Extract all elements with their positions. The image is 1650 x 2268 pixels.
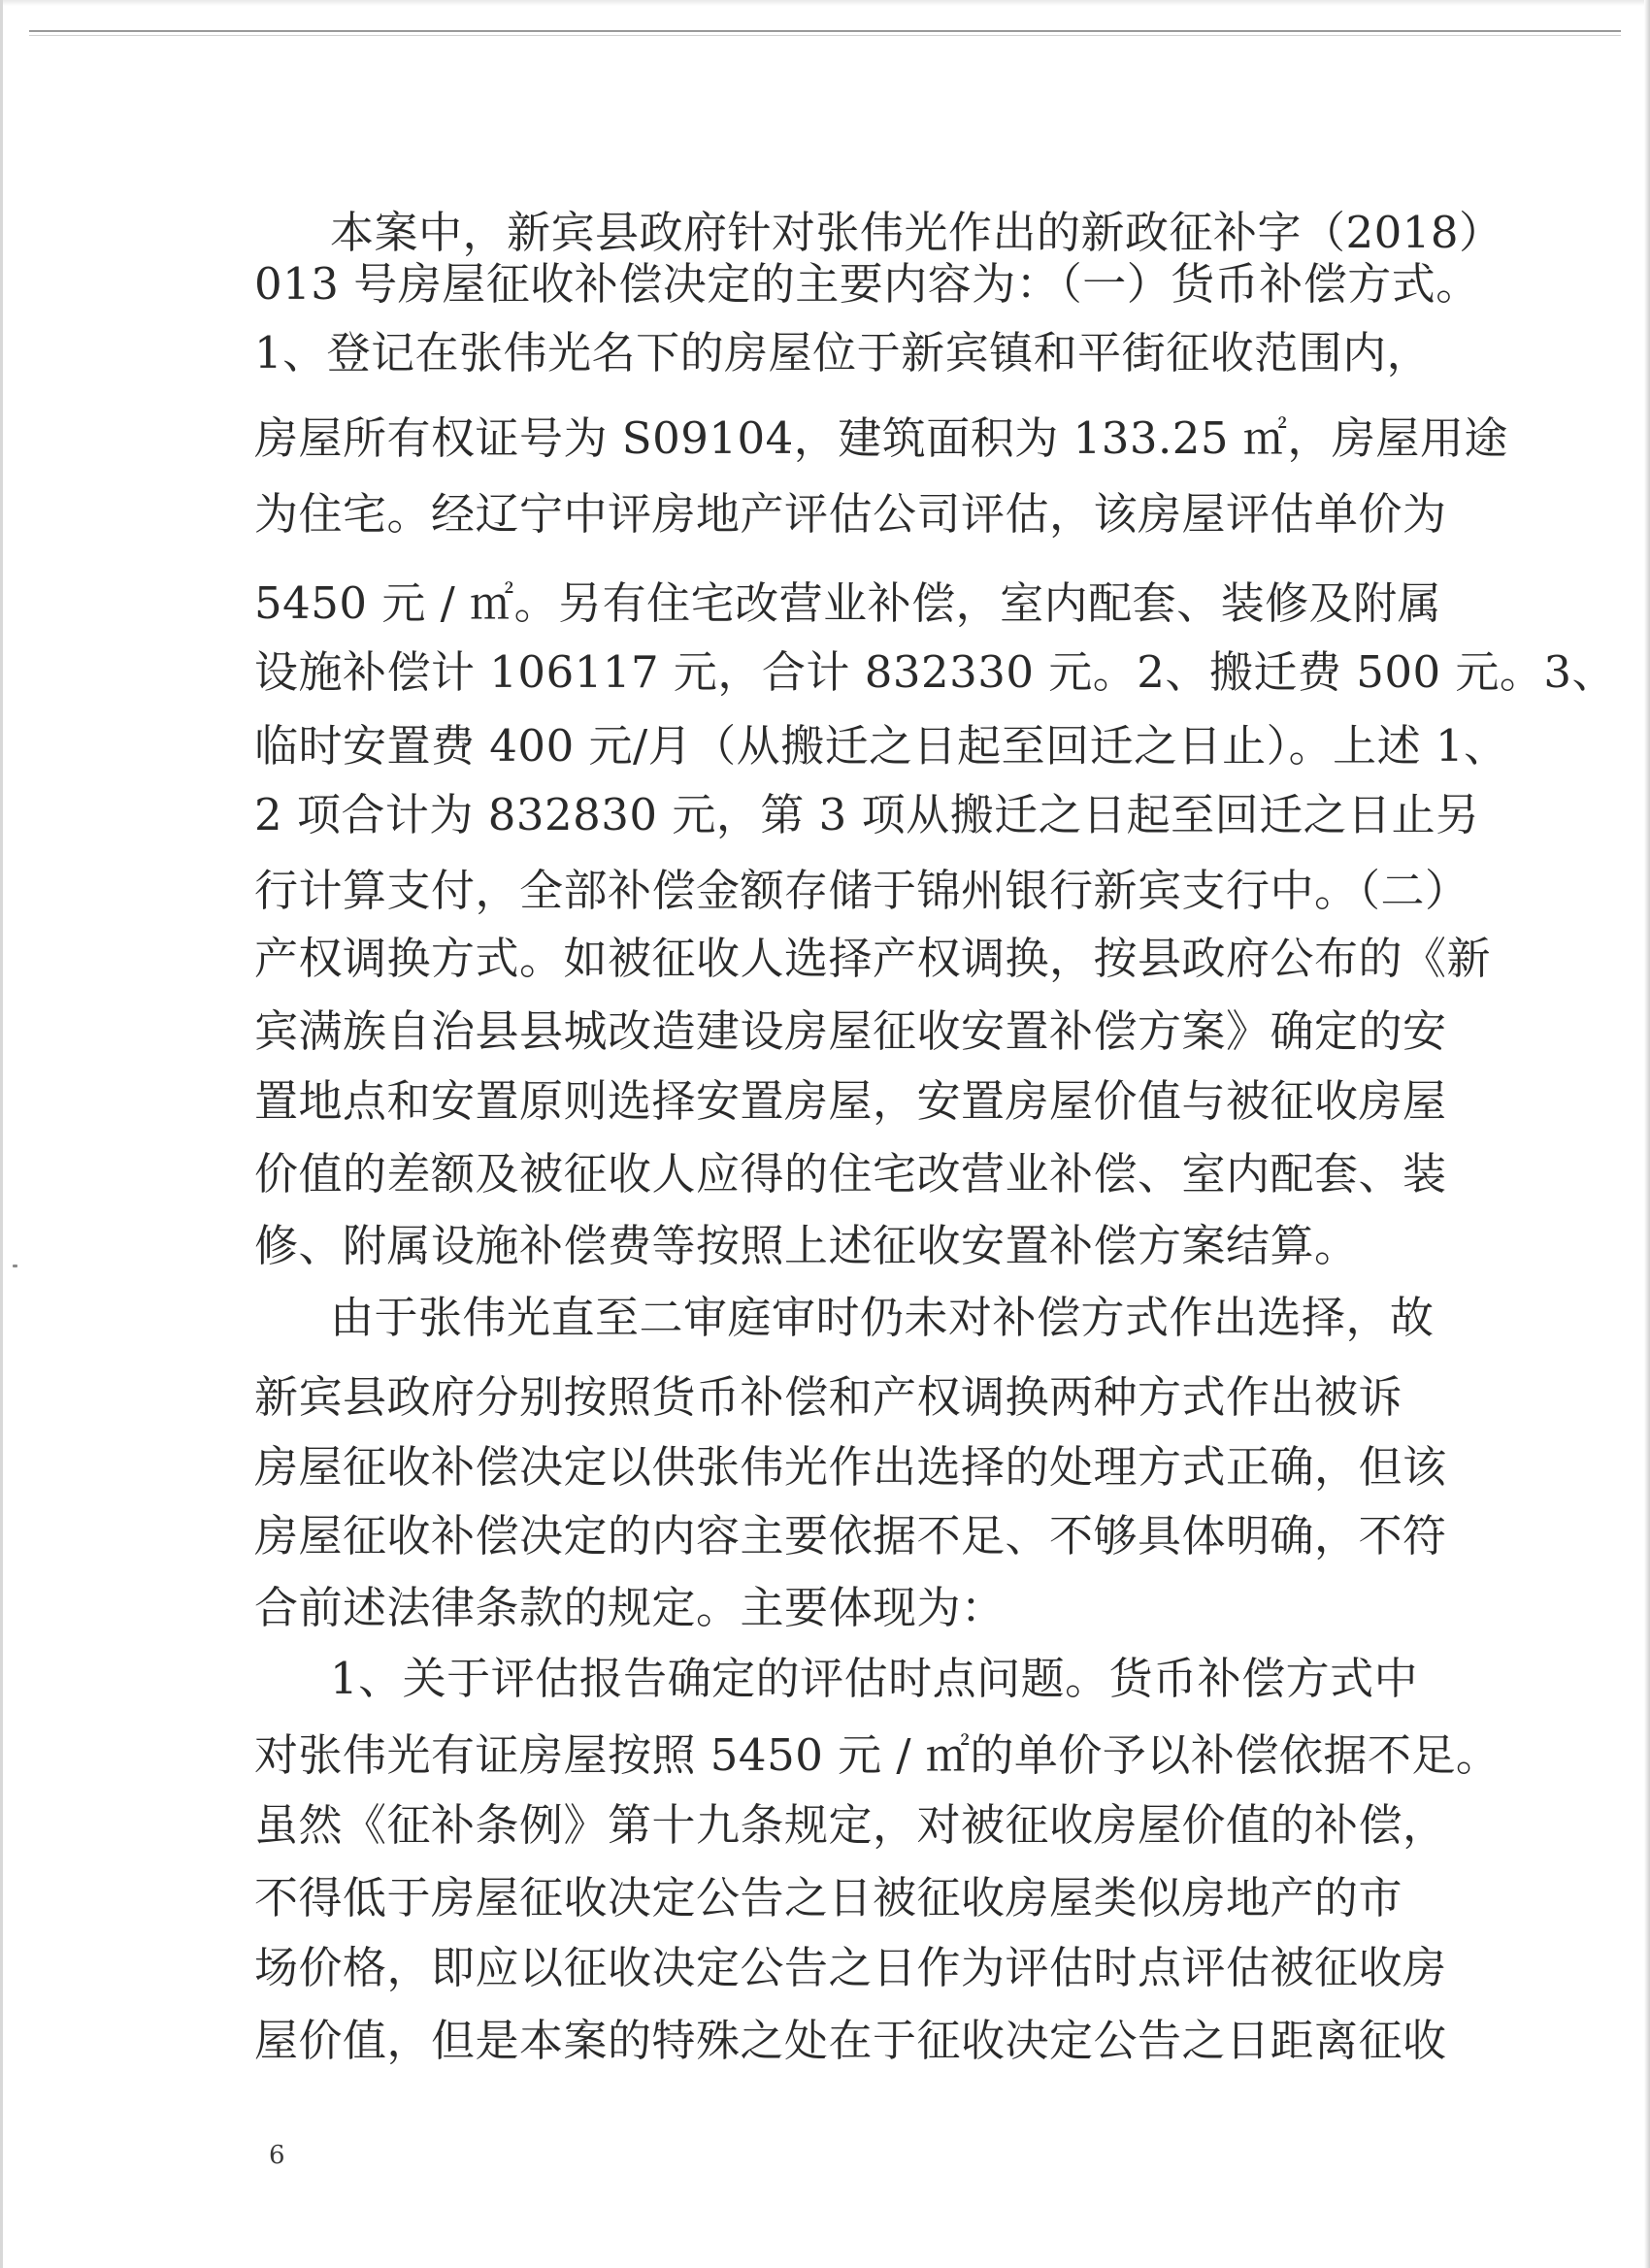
text-line: 对张伟光有证房屋按照 5450 元 / ㎡的单价予以补偿依据不足。 (254, 1729, 1501, 1781)
text-line: 房屋征收补偿决定以供张伟光作出选择的处理方式正确，但该 (254, 1441, 1447, 1493)
text-line: 1、关于评估报告确定的评估时点问题。货币补偿方式中 (330, 1653, 1419, 1704)
text-line: 场价格，即应以征收决定公告之日作为评估时点评估被征收房 (254, 1942, 1447, 1993)
text-line: 由于张伟光直至二审庭审时仍未对补偿方式作出选择，故 (330, 1292, 1435, 1343)
text-line: 房屋征收补偿决定的内容主要依据不足、不够具体明确，不符 (254, 1510, 1447, 1561)
text-line: 合前述法律条款的规定。主要体现为： (254, 1582, 1006, 1633)
text-line: 2 项合计为 832830 元，第 3 项从搬迁之日起至回迁之日止另 (254, 789, 1480, 840)
scan-speck (13, 1265, 17, 1267)
scan-right-edge (1644, 0, 1650, 2268)
scan-left-edge (0, 0, 3, 2268)
text-line: 房屋所有权证号为 S09104，建筑面积为 133.25 ㎡，房屋用途 (254, 412, 1508, 464)
text-line: 1、登记在张伟光名下的房屋位于新宾镇和平街征收范围内， (254, 327, 1432, 378)
text-line: 临时安置费 400 元/月（从搬迁之日起至回迁之日止）。上述 1、 (254, 720, 1508, 772)
scan-top-edge (0, 0, 1650, 6)
page-number: 6 (269, 2141, 285, 2170)
text-line: 本案中，新宾县政府针对张伟光作出的新政征补字（2018） (330, 207, 1503, 258)
text-line: 宾满族自治县县城改造建设房屋征收安置补偿方案》确定的安 (254, 1005, 1447, 1057)
text-line: 5450 元 / ㎡。另有住宅改营业补偿，室内配套、装修及附属 (254, 577, 1442, 629)
text-line: 新宾县政府分别按照货币补偿和产权调换两种方式作出被诉 (254, 1371, 1403, 1423)
text-line: 修、附属设施补偿费等按照上述征收安置补偿方案结算。 (254, 1220, 1359, 1271)
text-line: 价值的差额及被征收人应得的住宅改营业补偿、室内配套、装 (254, 1148, 1447, 1200)
text-line: 虽然《征补条例》第十九条规定，对被征收房屋价值的补偿， (254, 1799, 1447, 1851)
top-rule-shadow (29, 35, 1621, 36)
text-line: 设施补偿计 106117 元，合计 832330 元。2、搬迁费 500 元。3、 (254, 646, 1617, 698)
text-line: 置地点和安置原则选择安置房屋，安置房屋价值与被征收房屋 (254, 1075, 1447, 1127)
text-line: 不得低于房屋征收决定公告之日被征收房屋类似房地产的市 (254, 1872, 1403, 1923)
text-line: 为住宅。经辽宁中评房地产评估公司评估，该房屋评估单价为 (254, 488, 1447, 540)
text-line: 013 号房屋征收补偿决定的主要内容为：（一）货币补偿方式。 (254, 258, 1480, 310)
text-line: 行计算支付，全部补偿金额存储于锦州银行新宾支行中。（二） (254, 865, 1469, 916)
text-line: 产权调换方式。如被征收人选择产权调换，按县政府公布的《新 (254, 933, 1492, 984)
text-line: 屋价值，但是本案的特殊之处在于征收决定公告之日距离征收 (254, 2015, 1447, 2066)
top-rule (29, 30, 1621, 32)
